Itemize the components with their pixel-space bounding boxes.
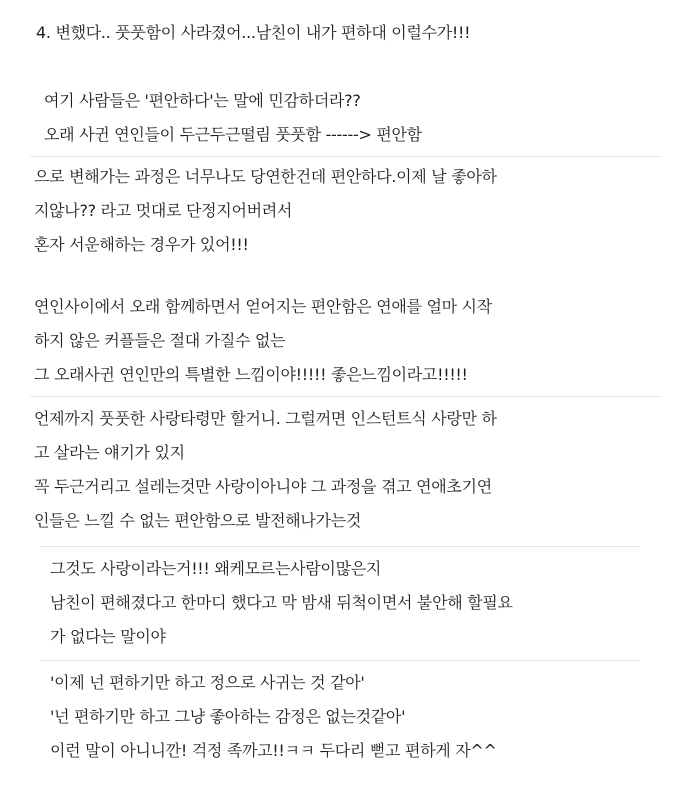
text-line: 지않나?? 라고 멋대로 단정지어버려서: [34, 201, 293, 220]
divider: [30, 156, 660, 157]
text-line: 남친이 편해졌다고 한마디 했다고 막 밤새 뒤척이면서 불안해 할필요: [50, 593, 513, 612]
text-line: 여기 사람들은 '편안하다'는 말에 민감하더라??: [44, 91, 361, 110]
text-line: 연인사이에서 오래 함께하면서 얻어지는 편안함은 연애를 얼마 시작: [34, 297, 492, 316]
text-line: 이런 말이 아니니깐! 걱정 족까고!!ㅋㅋ 두다리 뻗고 편하게 자^^: [50, 741, 497, 760]
text-line: '넌 편하기만 하고 그냥 좋아하는 감정은 없는것같아': [50, 707, 406, 726]
text-line: 하지 않은 커플들은 절대 가질수 없는: [34, 331, 286, 350]
text-line: 꼭 두근거리고 설레는것만 사랑이아니야 그 과정을 겪고 연애초기연: [34, 477, 492, 496]
text-line: 가 없다는 말이야: [50, 627, 166, 646]
divider: [40, 660, 640, 661]
text-line: 인들은 느낄 수 없는 편안함으로 발전해나가는것: [34, 511, 362, 530]
text-line: 그것도 사랑이라는거!!! 왜케모르는사람이많은지: [50, 559, 382, 578]
heading: 4. 변했다.. 풋풋함이 사라졌어...남친이 내가 편하대 이럴수가!!!: [36, 23, 471, 42]
text-line: 으로 변해가는 과정은 너무나도 당연한건데 편안하다.이제 날 좋아하: [34, 167, 497, 186]
divider: [30, 396, 660, 397]
text-line: 혼자 서운해하는 경우가 있어!!!: [34, 235, 249, 254]
text-line: 그 오래사귄 연인만의 특별한 느낌이야!!!!! 좋은느낌이라고!!!!!: [34, 365, 468, 384]
text-line: 오래 사귄 연인들이 두근두근떨림 풋풋함 ------> 편안함: [44, 125, 422, 144]
text-line: 언제까지 풋풋한 사랑타령만 할거니. 그럴꺼면 인스턴트식 사랑만 하: [34, 409, 497, 428]
text-line: '이제 넌 편하기만 하고 정으로 사귀는 것 같아': [50, 673, 365, 692]
text-line: 고 살라는 얘기가 있지: [34, 443, 185, 462]
divider: [40, 546, 640, 547]
